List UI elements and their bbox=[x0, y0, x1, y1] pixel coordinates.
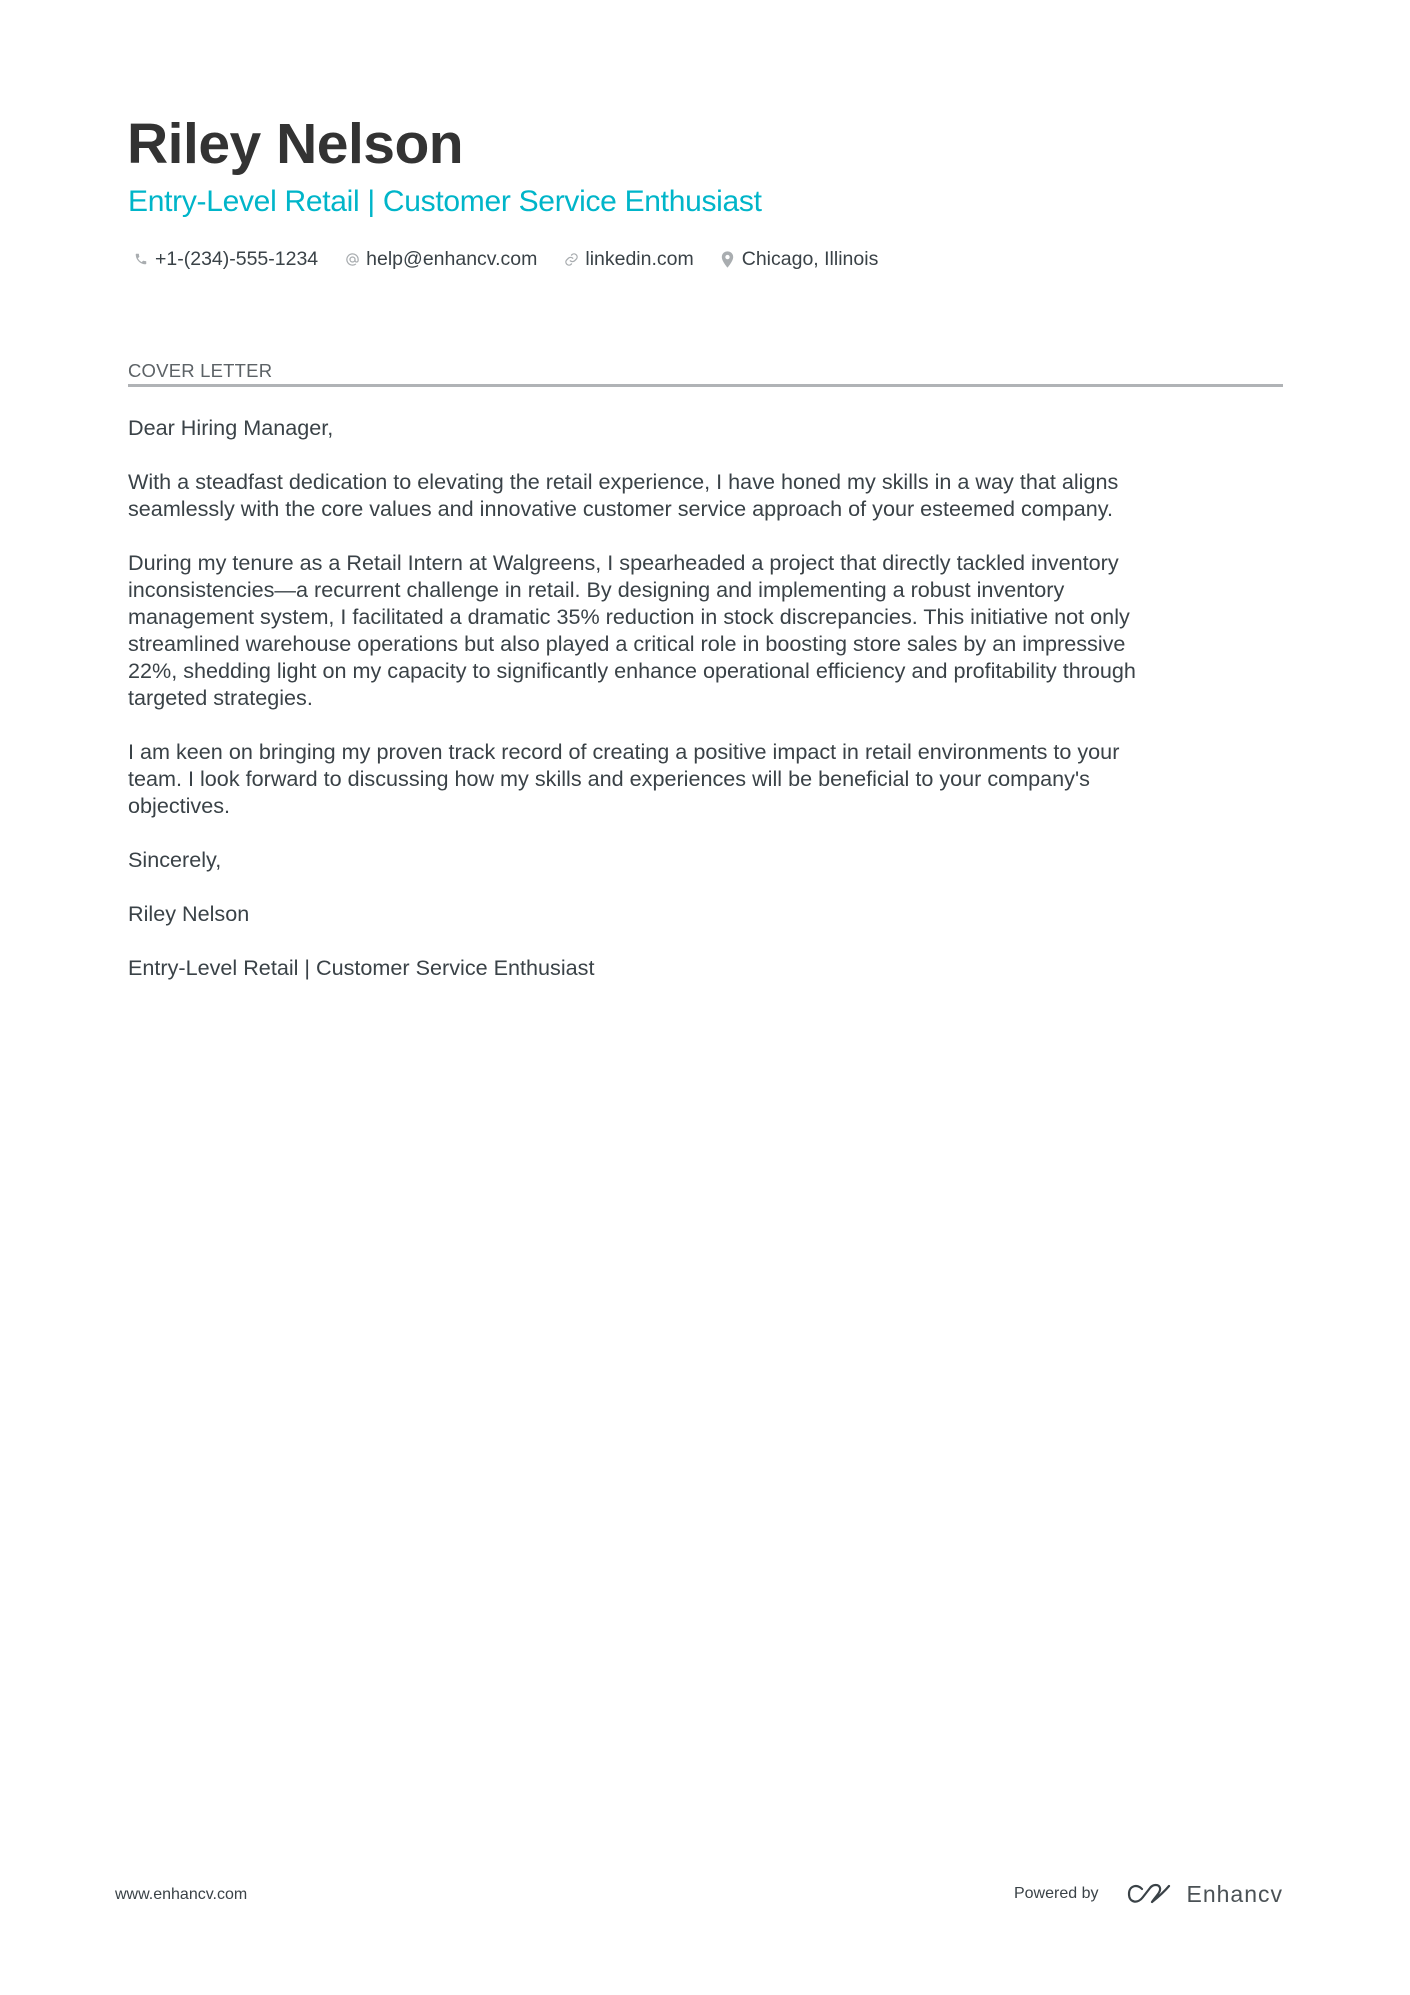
footer-website-link[interactable]: www.enhancv.com bbox=[115, 1886, 248, 1903]
contact-phone bbox=[132, 248, 318, 271]
applicant-name: Riley Nelson bbox=[127, 112, 464, 176]
salutation: Dear Hiring Manager, bbox=[128, 415, 334, 440]
paragraph-line: team. I look forward to discussing how my skills and experiences will be beneficial to your company's bbox=[128, 766, 1090, 791]
contact-email bbox=[343, 248, 537, 271]
paragraph-line: inconsistencies—a recurrent challenge in retail. By designing and implementing a robust inventory bbox=[128, 577, 1065, 602]
signature-name: Riley Nelson bbox=[128, 901, 250, 926]
paragraph-1 bbox=[128, 468, 1288, 522]
paragraph-line: seamlessly with the core values and innovative customer service approach of your esteemed company. bbox=[128, 496, 1114, 521]
powered-by-label: Powered by bbox=[1013, 1885, 1099, 1902]
paragraph-line: 22%, shedding light on my capacity to significantly enhance operational efficiency and profitability through bbox=[128, 658, 1136, 683]
letter-body bbox=[128, 414, 1288, 1008]
paragraph-2 bbox=[128, 549, 1288, 711]
link-icon bbox=[562, 249, 580, 269]
section-title-cover-letter: COVER LETTER bbox=[128, 360, 273, 381]
phone-icon bbox=[132, 249, 150, 269]
contact-info bbox=[132, 246, 903, 272]
enhancv-logo-icon bbox=[1126, 1882, 1172, 1906]
location-text: Chicago, Illinois bbox=[741, 247, 879, 270]
section-divider bbox=[128, 384, 1283, 387]
paragraph-line: I am keen on bringing my proven track record of creating a positive impact in retail environments to your bbox=[128, 739, 1120, 764]
footer-branding bbox=[1014, 1878, 1283, 1910]
enhancv-brand-name: Enhancv bbox=[1186, 1880, 1283, 1907]
paragraph-line: During my tenure as a Retail Intern at Walgreens, I spearheaded a project that directly tackled inventory bbox=[128, 550, 1119, 575]
applicant-title: Entry-Level Retail | Customer Service Enthusiast bbox=[128, 185, 762, 218]
email-address[interactable]: help@enhancv.com bbox=[366, 247, 538, 270]
paragraph-line: objectives. bbox=[128, 793, 231, 818]
paragraph-line: management system, I facilitated a dramatic 35% reduction in stock discrepancies. This initiative not only bbox=[128, 604, 1130, 629]
paragraph-line: streamlined warehouse operations but also played a critical role in boosting store sales by an impressive bbox=[128, 631, 1126, 656]
location-pin-icon bbox=[719, 249, 737, 269]
phone-number[interactable]: +1-(234)-555-1234 bbox=[155, 247, 319, 270]
contact-location bbox=[719, 248, 879, 271]
closing: Sincerely, bbox=[128, 847, 222, 872]
paragraph-line: With a steadfast dedication to elevating the retail experience, I have honed my skills in a way that aligns bbox=[128, 469, 1119, 494]
linkedin-link[interactable]: linkedin.com bbox=[585, 247, 694, 270]
paragraph-3 bbox=[128, 738, 1288, 819]
at-icon bbox=[343, 249, 361, 269]
contact-linkedin bbox=[562, 248, 693, 271]
paragraph-line: targeted strategies. bbox=[128, 685, 313, 710]
signature-title: Entry-Level Retail | Customer Service Enthusiast bbox=[128, 955, 595, 980]
